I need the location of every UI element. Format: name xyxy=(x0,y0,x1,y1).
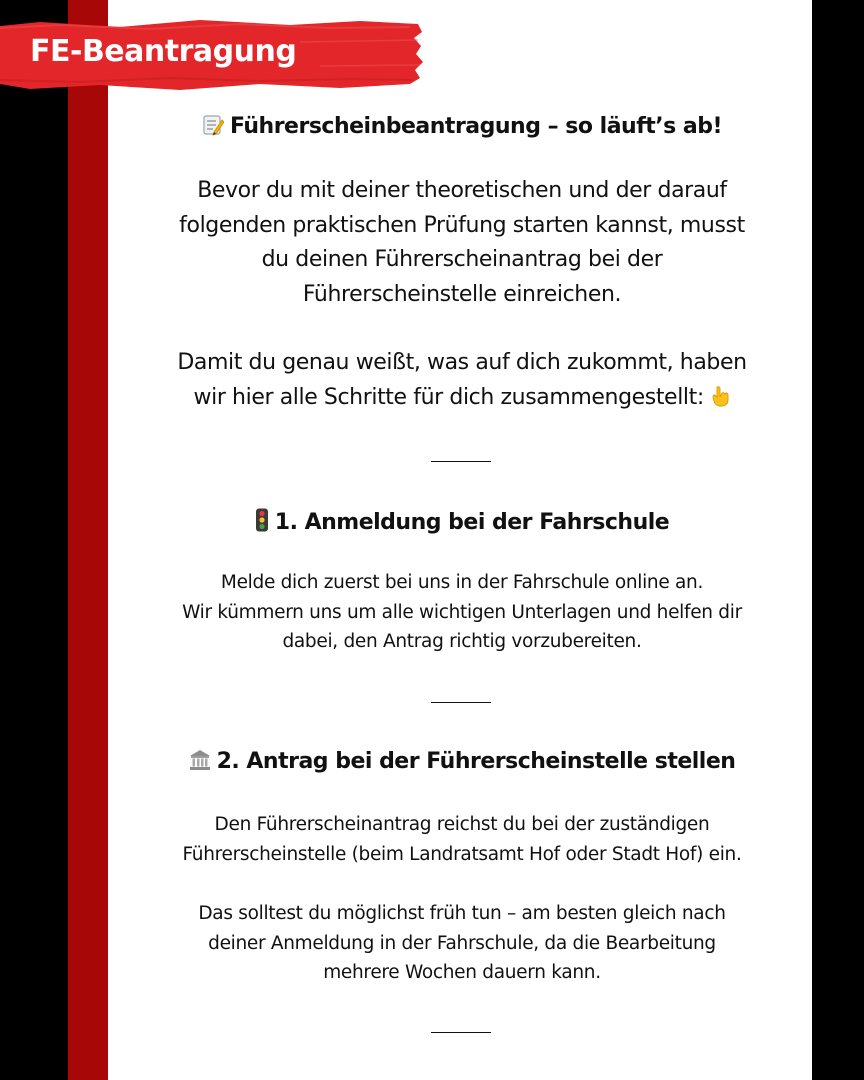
step-1-title: 1. Anmeldung bei der Fahrschule xyxy=(274,510,670,535)
intro-paragraph-1 xyxy=(112,174,812,312)
text-line: deiner Anmeldung in der Fahrschule, da die Bearbeitung xyxy=(208,932,716,954)
memo-icon xyxy=(202,114,224,142)
text-line: wir hier alle Schritte für dich zusammengestellt: xyxy=(193,384,704,410)
traffic-light-icon xyxy=(255,508,269,538)
step-2-paragraph-1 xyxy=(112,810,812,869)
section-divider xyxy=(431,1032,491,1033)
text-line: Wir kümmern uns um alle wichtigen Unterlagen und helfen dir xyxy=(182,601,742,623)
text-line: Melde dich zuerst bei uns in der Fahrschule online an. xyxy=(220,572,704,593)
text-line: folgenden praktischen Prüfung starten kannst, musst xyxy=(179,212,745,238)
section-divider xyxy=(431,461,491,462)
text-line: Führerscheinstelle (beim Landratsamt Hof oder Stadt Hof) ein. xyxy=(182,843,742,865)
step-2-title: 2. Antrag bei der Führerscheinstelle stellen xyxy=(216,749,736,774)
text-line: Bevor du mit deiner theoretischen und der darauf xyxy=(197,178,727,203)
intro-title: Führerscheinbeantragung – so läuft’s ab! xyxy=(229,114,723,139)
step-1-paragraph xyxy=(112,568,812,657)
red-accent-stripe xyxy=(68,0,108,1080)
intro-paragraph-2 xyxy=(112,346,812,418)
step-2-paragraph-2 xyxy=(112,899,812,988)
text-line: Das solltest du möglichst früh tun – am besten gleich nach xyxy=(198,903,726,924)
title-banner xyxy=(0,18,424,92)
step-2-heading xyxy=(112,749,812,777)
pointing-down-icon xyxy=(710,384,730,419)
step-1-heading xyxy=(112,508,812,538)
left-black-border xyxy=(0,0,68,1080)
text-line: Führerscheinstelle einreichen. xyxy=(302,281,622,307)
banner-label: FE-Beantragung xyxy=(30,34,297,69)
text-line-with-icon xyxy=(112,381,812,419)
intro-heading xyxy=(112,114,812,142)
text-line: dabei, den Antrag richtig vorzubereiten. xyxy=(282,631,642,652)
text-line: mehrere Wochen dauern kann. xyxy=(323,962,601,983)
text-line: du deinen Führerscheinantrag bei der xyxy=(261,247,663,272)
section-divider xyxy=(431,702,491,703)
text-line: Damit du genau weißt, was auf dich zukommt, haben xyxy=(177,350,747,375)
right-black-border xyxy=(812,0,864,1080)
classical-building-icon xyxy=(189,749,211,777)
text-line: Den Führerscheinantrag reichst du bei der zuständigen xyxy=(214,814,710,835)
